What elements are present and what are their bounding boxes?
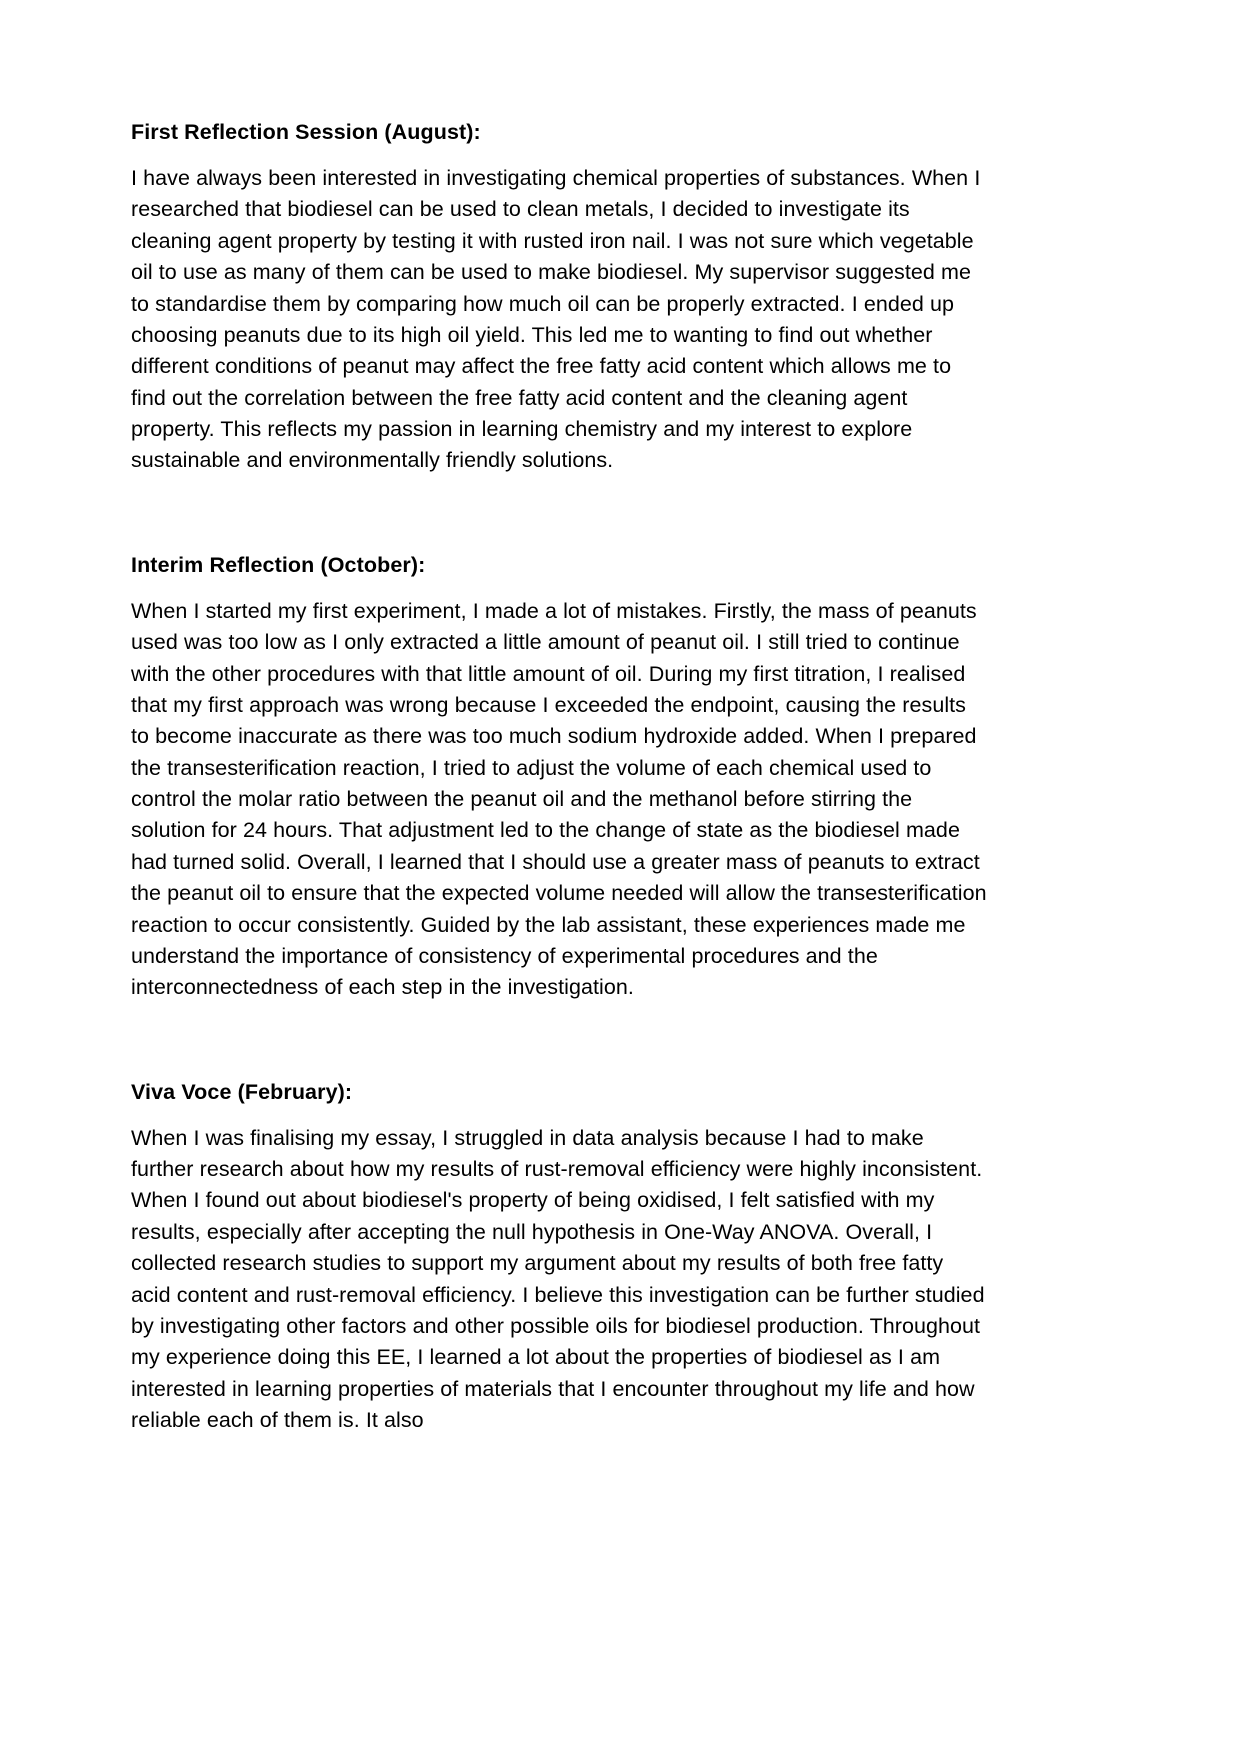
section-heading-viva-voce: Viva Voce (February): — [131, 1079, 353, 1104]
section-paragraph-interim-reflection: When I started my first experiment, I made a lot of mistakes. Firstly, the mass of peanuts used was too low as I only extracted a little amount of peanut oil. I still tried to continue with the other procedures with that little amount of oil. During my first titration, I realised that my first approach was wrong because I exceeded the endpoint, causing the results to become inaccurate as there was too much sodium hydroxide added. When I prepared the transesterification reaction, I tried to adjust the volume of each chemical used to control the molar ratio between the peanut oil and the methanol before stirring the solution for 24 hours. That adjustment led to the change of state as the biodiesel made had turned solid. Overall, I learned that I should use a greater mass of peanuts to extract the peanut oil to ensure that the expected volume needed will allow the transesterification reaction to occur consistently. Guided by the lab assistant, these experiences made me understand the importance of consistency of experimental procedures and the interconnectedness of each step in the investigation. — [131, 598, 987, 1000]
spacer — [131, 477, 987, 551]
document-body — [131, 118, 987, 1436]
spacer — [131, 1004, 987, 1078]
section-heading-first-reflection: First Reflection Session (August): — [131, 120, 481, 144]
section-interim-reflection — [131, 551, 987, 1004]
spacer — [131, 1107, 987, 1123]
spacer — [131, 580, 987, 596]
spacer — [131, 147, 987, 163]
section-paragraph-first-reflection: I have always been interested in investigating chemical properties of substances. When I researched that biodiesel can be used to clean metals, I decided to investigate its cleaning agent property by testing it with rusted iron nail. I was not sure which vegetable oil to use as many of them can be used to make biodiesel. My supervisor suggested me to standardise them by comparing how much oil can be properly extracted. I ended up choosing peanuts due to its high oil yield. This led me to wanting to find out whether different conditions of peanut may affect the free fatty acid content which allows me to find out the correlation between the free fatty acid content and the cleaning agent property. This reflects my passion in learning chemistry and my interest to explore sustainable and environmentally friendly solutions. — [131, 166, 981, 473]
section-viva-voce — [131, 1078, 987, 1437]
section-heading-interim-reflection: Interim Reflection (October): — [131, 552, 426, 577]
section-first-reflection — [131, 118, 987, 477]
section-paragraph-viva-voce: When I was finalising my essay, I struggled in data analysis because I had to make further research about how my results of rust-removal efficiency were highly inconsistent. When I found out about biodiesel's property of being oxidised, I felt satisfied with my results, especially after accepting the null hypothesis in One-Way ANOVA. Overall, I collected research studies to support my argument about my results of both free fatty acid content and rust-removal efficiency. I believe this investigation can be further studied by investigating other factors and other possible oils for biodiesel production. Throughout my experience doing this EE, I learned a lot about the properties of biodiesel as I am interested in learning properties of materials that I encounter throughout my life and how reliable each of them is. It also — [131, 1125, 985, 1433]
